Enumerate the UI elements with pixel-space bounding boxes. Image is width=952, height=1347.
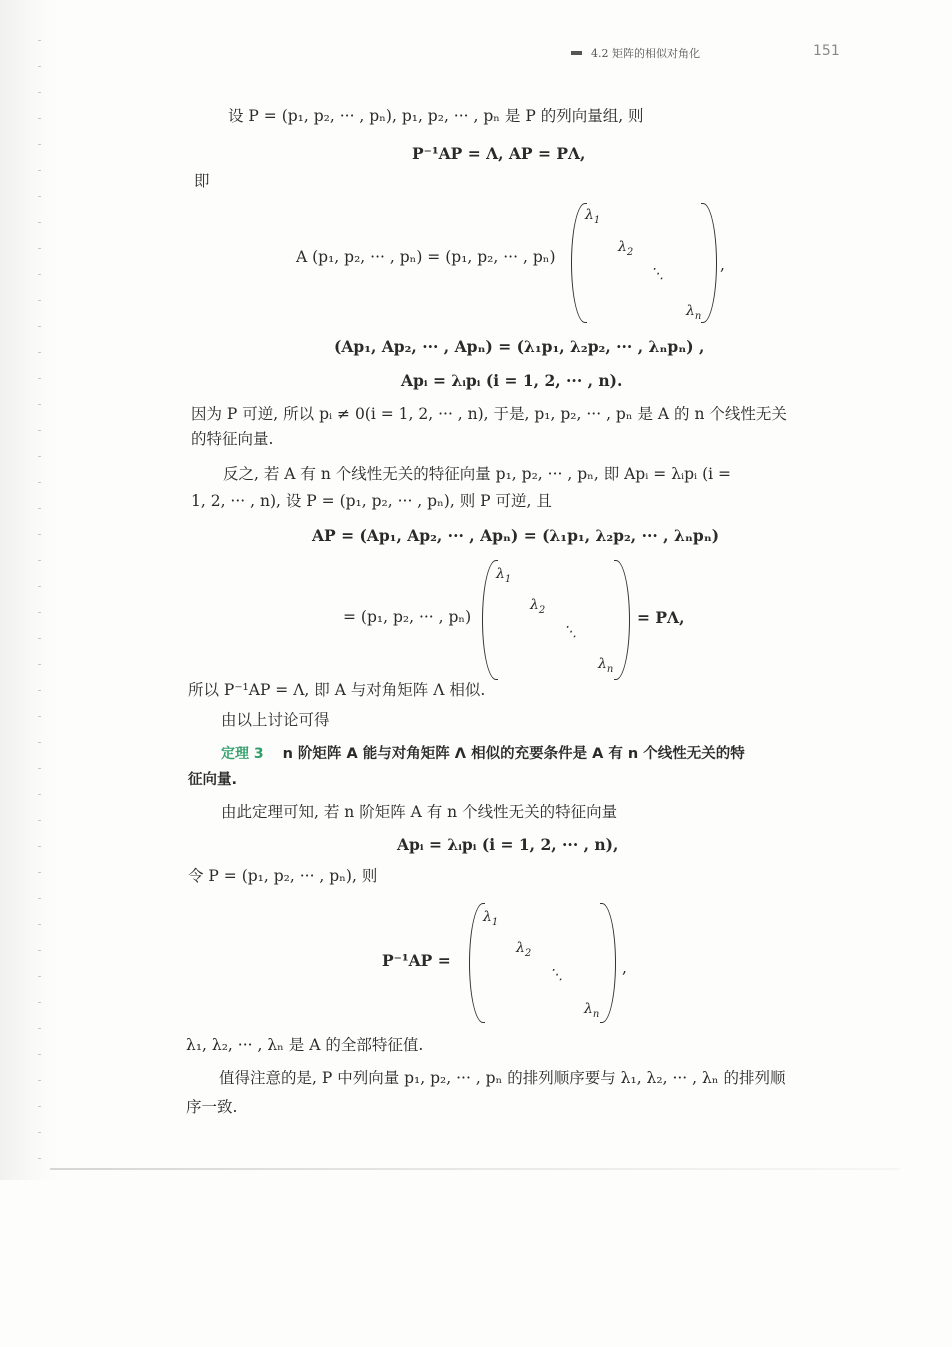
binding-tick <box>38 40 41 41</box>
equation-p-times-matrix: = (p₁, p₂, ··· , pₙ) <box>343 608 472 626</box>
text-line-note: 值得注意的是, P 中列向量 p₁, p₂, ··· , pₙ 的排列顺序要与 λ₁, λ₂, ··· , λₙ 的排列顺 <box>219 1069 786 1087</box>
page-binding-shadow <box>0 0 60 1180</box>
binding-tick <box>38 508 41 509</box>
binding-tick <box>38 716 41 717</box>
binding-tick <box>38 144 41 145</box>
binding-tick <box>38 924 41 925</box>
binding-tick <box>38 898 41 899</box>
binding-tick <box>38 456 41 457</box>
binding-tick <box>38 274 41 275</box>
matrix3-entry-2: $\lambda_2$ <box>516 940 532 959</box>
equation-eigen: Apᵢ = λᵢpᵢ (i = 1, 2, ··· , n). <box>401 371 623 390</box>
binding-tick <box>38 1080 41 1081</box>
text-line-consistent: 序一致. <box>186 1098 238 1116</box>
binding-tick <box>38 118 41 119</box>
binding-tick <box>38 1054 41 1055</box>
binding-tick <box>38 950 41 951</box>
text-line-so: 所以 P⁻¹AP = Λ, 即 A 与对角矩阵 Λ 相似. <box>188 681 486 699</box>
matrix1-dots: ⋱ <box>650 266 664 282</box>
binding-tick <box>38 690 41 691</box>
binding-tick <box>38 196 41 197</box>
binding-tick <box>38 222 41 223</box>
binding-tick <box>38 66 41 67</box>
binding-tick <box>38 430 41 431</box>
header-marker <box>571 51 582 55</box>
binding-tick <box>38 248 41 249</box>
binding-tick <box>38 638 41 639</box>
binding-tick <box>38 170 41 171</box>
text-line-because: 因为 P 可逆, 所以 pᵢ ≠ 0(i = 1, 2, ··· , n), 于是, p₁, p₂, ··· , pₙ 是 A 的 n 个线性无关 <box>191 405 787 423</box>
equation-p-lambda: = PΛ, <box>637 608 685 627</box>
matrix1-comma: , <box>720 256 725 274</box>
equation-eigen-2: Apᵢ = λᵢpᵢ (i = 1, 2, ··· , n), <box>397 835 619 854</box>
text-line-ji: 即 <box>194 172 210 190</box>
matrix1-entry-1: $\lambda_1$ <box>585 207 601 226</box>
theorem-label: 定理 3 <box>221 746 264 762</box>
theorem-statement-line2: 征向量. <box>188 772 238 788</box>
text-line-let: 令 P = (p₁, p₂, ··· , pₙ), 则 <box>188 867 378 885</box>
matrix3-dots: ⋱ <box>549 967 563 983</box>
binding-tick <box>38 846 41 847</box>
text-line-all-eigenvalues: λ₁, λ₂, ··· , λₙ 是 A 的全部特征值. <box>186 1036 424 1054</box>
page-number: 151 <box>813 43 840 59</box>
binding-tick <box>38 534 41 535</box>
binding-tick <box>38 664 41 665</box>
binding-tick <box>38 1158 41 1159</box>
matrix3-entry-n: $\lambda_n$ <box>584 1001 600 1020</box>
matrix2-entry-1: $\lambda_1$ <box>496 566 512 585</box>
matrix2-dots: ⋱ <box>563 624 577 640</box>
binding-tick <box>38 378 41 379</box>
binding-tick <box>38 1028 41 1029</box>
binding-tick <box>38 1002 41 1003</box>
binding-tick <box>38 560 41 561</box>
binding-tick <box>38 352 41 353</box>
matrix3-right-paren <box>600 903 616 1023</box>
text-line-let-p: 1, 2, ··· , n), 设 P = (p₁, p₂, ··· , pₙ), 则 P 可逆, 且 <box>191 492 552 510</box>
binding-tick <box>38 742 41 743</box>
binding-tick <box>38 1106 41 1107</box>
matrix1-entry-2: $\lambda_2$ <box>618 239 634 258</box>
binding-tick <box>38 1132 41 1133</box>
text-line-1: 设 P = (p₁, p₂, ··· , pₙ), p₁, p₂, ··· , pₙ 是 P 的列向量组, 则 <box>228 107 644 125</box>
matrix3-entry-1: $\lambda_1$ <box>483 909 499 928</box>
text-line-eigvectors: 的特征向量. <box>191 430 274 448</box>
binding-tick <box>38 482 41 483</box>
matrix3-comma: , <box>622 959 627 977</box>
matrix2-entry-n: $\lambda_n$ <box>598 656 614 675</box>
binding-tick <box>38 92 41 93</box>
page-bottom-edge <box>50 1168 900 1170</box>
running-header: 4.2 矩阵的相似对角化 <box>591 47 700 60</box>
binding-tick <box>38 976 41 977</box>
text-line-conclude: 由以上讨论可得 <box>221 711 330 729</box>
binding-tick <box>38 872 41 873</box>
theorem-3 <box>221 742 745 765</box>
binding-tick <box>38 820 41 821</box>
equation-column-form: (Ap₁, Ap₂, ··· , Apₙ) = (λ₁p₁, λ₂p₂, ··· , λₙpₙ) , <box>334 337 705 356</box>
matrix2-entry-2: $\lambda_2$ <box>530 597 546 616</box>
equation-ap-expand: AP = (Ap₁, Ap₂, ··· , Apₙ) = (λ₁p₁, λ₂p₂, ··· , λₙpₙ) <box>312 526 720 545</box>
matrix1-right-paren <box>701 203 717 323</box>
binding-tick <box>38 586 41 587</box>
equation-ap-matrix: A (p₁, p₂, ··· , pₙ) = (p₁, p₂, ··· , pₙ) <box>296 248 556 266</box>
binding-tick <box>38 768 41 769</box>
binding-tick <box>38 404 41 405</box>
matrix1-entry-n: $\lambda_n$ <box>686 303 702 322</box>
equation-p-inv-ap: P⁻¹AP = <box>382 951 451 970</box>
matrix2-right-paren <box>614 560 630 680</box>
binding-tick <box>38 326 41 327</box>
text-line-conversely: 反之, 若 A 有 n 个线性无关的特征向量 p₁, p₂, ··· , pₙ, 即 Apᵢ = λᵢpᵢ (i = <box>223 465 732 483</box>
binding-tick <box>38 612 41 613</box>
binding-tick <box>38 300 41 301</box>
theorem-statement-line1: n 阶矩阵 A 能与对角矩阵 Λ 相似的充要条件是 A 有 n 个线性无关的特 <box>282 746 745 762</box>
binding-tick <box>38 794 41 795</box>
equation-p-inverse: P⁻¹AP = Λ, AP = PΛ, <box>412 144 586 163</box>
text-line-from-theorem: 由此定理可知, 若 n 阶矩阵 A 有 n 个线性无关的特征向量 <box>221 803 618 821</box>
